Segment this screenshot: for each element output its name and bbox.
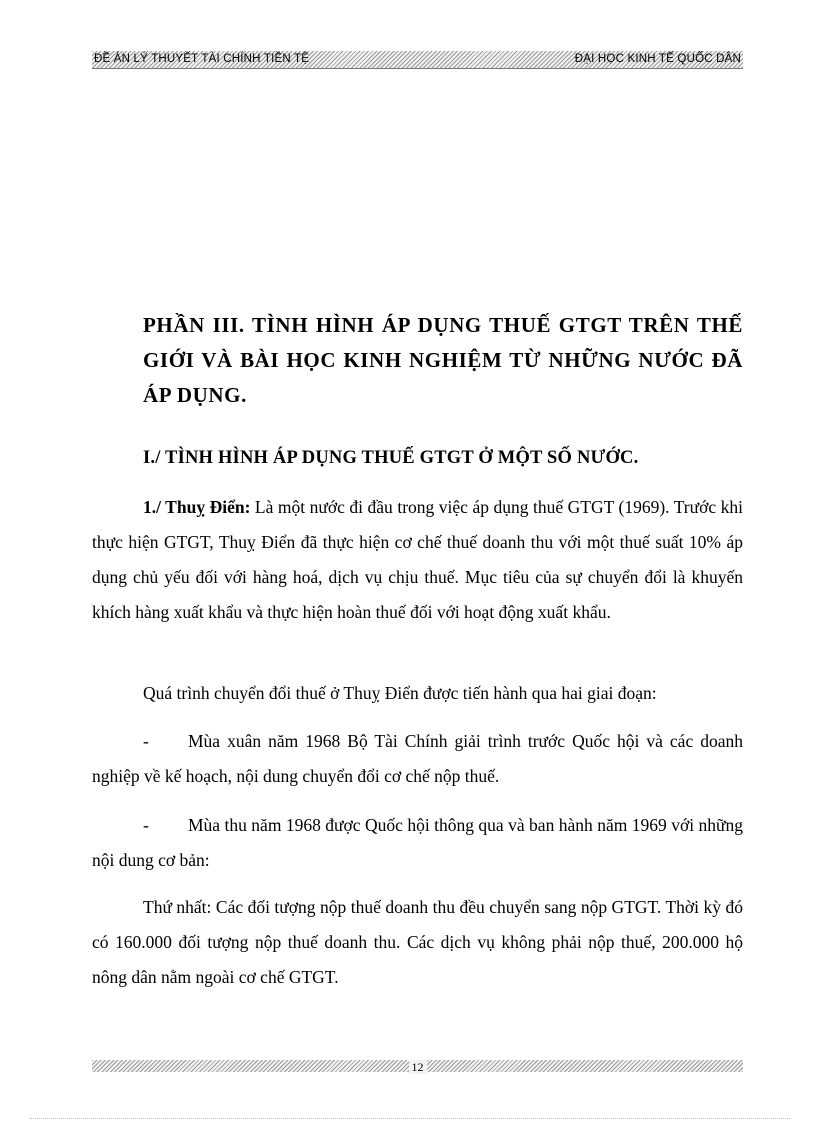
page-footer	[92, 1060, 743, 1072]
section-heading: I./ TÌNH HÌNH ÁP DỤNG THUẾ GTGT Ở MỘT SỐ NƯỚC.	[143, 448, 639, 468]
page-number-text: 12	[409, 1060, 427, 1074]
bullet-dash: -	[143, 815, 149, 835]
bullet-dash: -	[143, 731, 149, 751]
bullet-item-autumn	[92, 808, 743, 878]
page-number	[92, 1060, 743, 1074]
page-edge-divider	[30, 1118, 790, 1119]
sweden-paragraph	[92, 490, 743, 630]
sweden-text: Là một nước đi đầu trong việc áp dụng thuế GTGT (1969). Trước khi thực hiện GTGT, Thuỵ Điển đã thực hiện cơ chế thuế doanh thu với một thuế suất 10% áp dụng chủ yếu đối với hàng hoá, dịch vụ chịu thuế. Mục tiêu của sự chuyển đổi là khuyến khích hàng xuất khẩu và thực hiện hoàn thuế đối với hoạt động xuất khẩu.	[92, 497, 744, 622]
header-document-title: ĐỀ ÁN LÝ THUYẾT TÀI CHÍNH TIỀN TỆ	[94, 53, 310, 65]
bullet-text: Mùa thu năm 1968 được Quốc hội thông qua và ban hành năm 1969 với những nội dung cơ bản:	[92, 815, 743, 870]
first-stage-paragraph: Thứ nhất: Các đối tượng nộp thuế doanh thu đều chuyển sang nộp GTGT. Thời kỳ đó có 160.000 đối tượng nộp thuế doanh thu. Các dịch vụ không phải nộp thuế, 200.000 hộ nông dân nằm ngoài cơ chế GTGT.	[92, 897, 743, 987]
sweden-label: 1./ Thuỵ Điển:	[143, 497, 251, 517]
page-header	[92, 51, 743, 69]
process-paragraph: Quá trình chuyển đổi thuế ở Thuỵ Điển được tiến hành qua hai giai đoạn:	[143, 683, 657, 703]
bullet-text: Mùa xuân năm 1968 Bộ Tài Chính giải trình trước Quốc hội và các doanh nghiệp về kế hoạch, nội dung chuyển đổi cơ chế nộp thuế.	[92, 731, 743, 786]
part-title: PHẦN III. TÌNH HÌNH ÁP DỤNG THUẾ GTGT TRÊN THẾ GIỚI VÀ BÀI HỌC KINH NGHIỆM TỪ NHỮNG NƯỚC ĐÃ ÁP DỤNG.	[143, 313, 743, 407]
header-university-name: ĐẠI HỌC KINH TẾ QUỐC DÂN	[574, 53, 741, 65]
bullet-item-spring	[92, 724, 743, 794]
